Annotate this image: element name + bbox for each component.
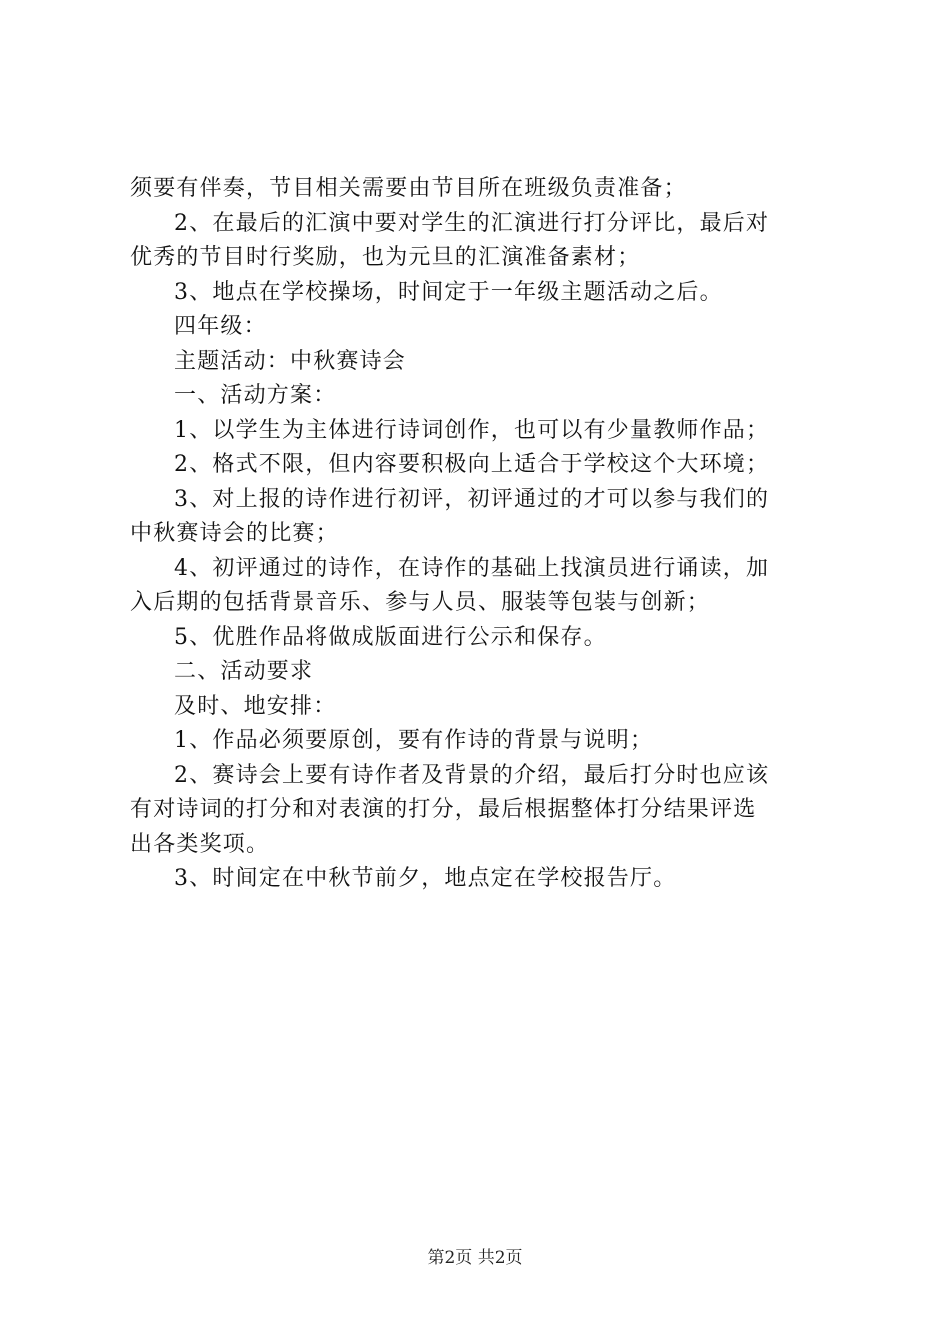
text-line: 优秀的节目时行奖励，也为元旦的汇演准备素材； (130, 245, 641, 270)
text-line: 2、格式不限，但内容要积极向上适合于学校这个大环境； (174, 452, 770, 477)
text-line: 4、初评通过的诗作，在诗作的基础上找演员进行诵读，加 (174, 555, 770, 581)
text-line: 3、对上报的诗作进行初评，初评通过的才可以参与我们的 (174, 486, 770, 512)
text-line: 出各类奖项。 (130, 831, 270, 857)
theme-activity-heading: 主题活动：中秋赛诗会 (174, 348, 407, 374)
text-line: 须要有伴奏，节目相关需要由节目所在班级负责准备； (130, 176, 687, 201)
text-line: 2、赛诗会上要有诗作者及背景的介绍，最后打分时也应该 (174, 762, 770, 788)
text-line: 2、在最后的汇演中要对学生的汇演进行打分评比，最后对 (174, 210, 770, 236)
page-number-footer: 第2页 共2页 (427, 1248, 523, 1268)
text-line: 有对诗词的打分和对表演的打分，最后根据整体打分结果评选 (130, 797, 757, 822)
text-line: 5、优胜作品将做成版面进行公示和保存。 (174, 624, 607, 650)
document-body (130, 172, 830, 897)
text-line: 1、作品必须要原创，要有作诗的背景与说明； (174, 728, 654, 753)
text-line: 及时、地安排： (174, 693, 337, 719)
text-line: 入后期的包括背景音乐、参与人员、服装等包装与创新； (130, 590, 711, 615)
text-line: 中秋赛诗会的比赛； (130, 521, 339, 546)
text-line: 3、时间定在中秋节前夕，地点定在学校报告厅。 (174, 866, 677, 891)
text-line: 1、以学生为主体进行诗词创作，也可以有少量教师作品； (174, 417, 770, 443)
activity-plan-heading: 一、活动方案： (174, 383, 337, 408)
text-line: 3、地点在学校操场，时间定于一年级主题活动之后。 (174, 279, 723, 305)
activity-requirements-heading: 二、活动要求 (174, 659, 314, 684)
section-heading-grade-four: 四年级： (174, 314, 267, 339)
